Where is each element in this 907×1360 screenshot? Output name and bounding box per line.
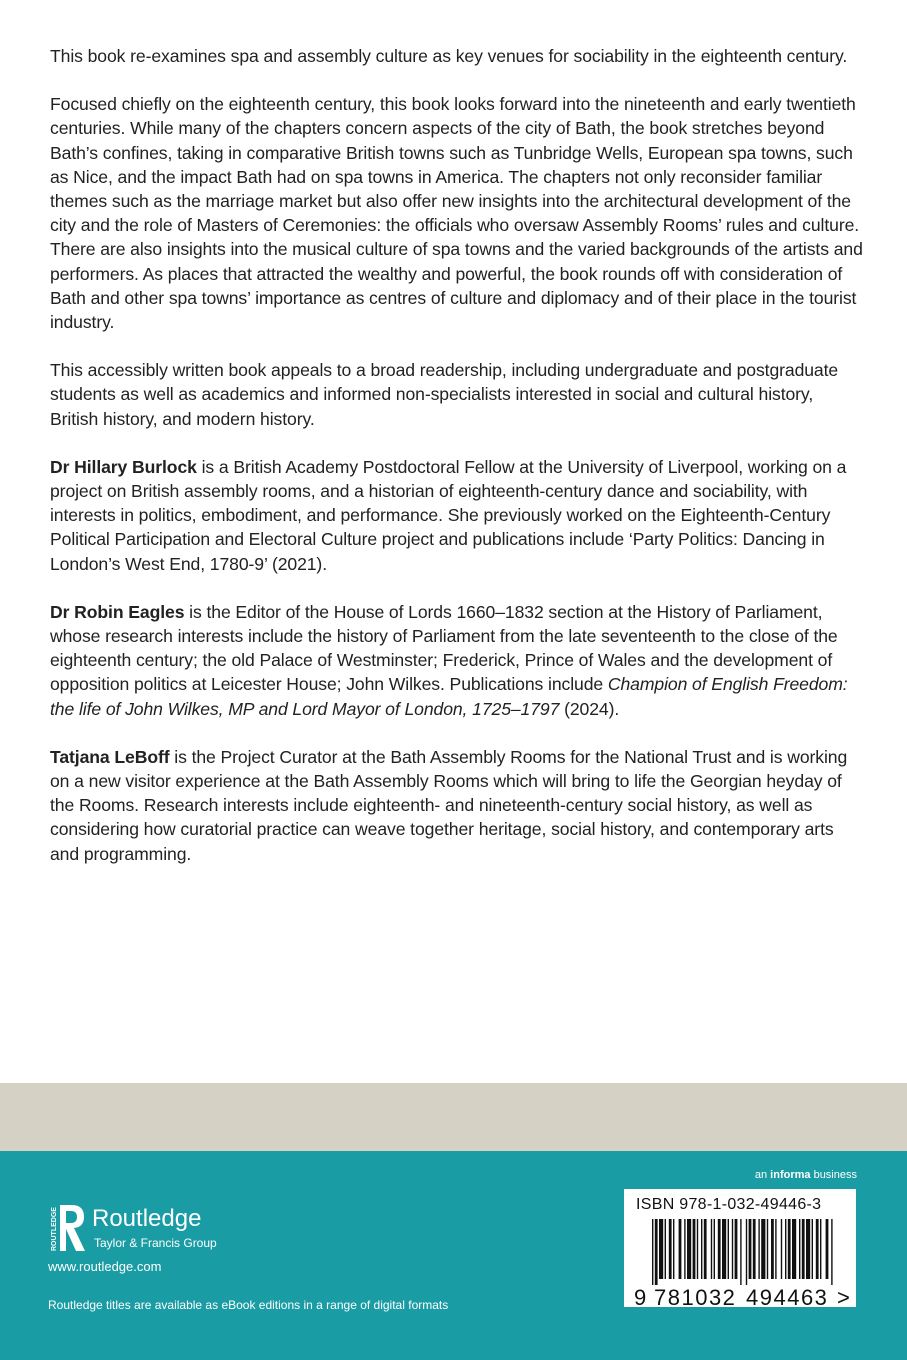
barcode-bar (740, 1219, 741, 1285)
barcode-bar (781, 1219, 782, 1279)
barcode-bar (679, 1219, 682, 1279)
website-link[interactable]: www.routledge.com (48, 1259, 162, 1274)
barcode-bar (761, 1219, 765, 1279)
blurb-paragraph-3: This accessibly written book appeals to a broad readership, including undergraduate and postgraduate students as well as academics and informed non-specialists interested in social and cultural history, British history, and modern history. (50, 360, 839, 429)
author-bio-3 (50, 745, 865, 866)
barcode-bar (659, 1219, 663, 1279)
barcode-bar (767, 1219, 768, 1279)
isbn-barcode (624, 1189, 856, 1307)
barcode-bar (799, 1219, 800, 1279)
barcode-bar (687, 1219, 691, 1279)
routledge-logo-icon (48, 1203, 88, 1253)
blurb-paragraph-2: Focused chiefly on the eighteenth century, this book looks forward into the nineteenth and early twentieth centuries. While many of the chapters concern aspects of the city of Bath, the book stretches beyond Bath’s confines, taking in comparative British towns such as Tunbridge Wells, European spa towns, such as Nice, and the impact Bath had on spa towns in America. The chapters not only reconsider familiar themes such as the marriage market but also offer new insights into the architectural development of the city and the role of Masters of Ceremonies: the officials who oversaw Assembly Rooms’ rules and culture. There are also insights into the musical culture of spa towns and the varied backgrounds of the artists and performers. As places that attracted the wealthy and powerful, the book rounds off with consideration of Bath and other spa towns’ importance as centres of culture and diplomacy and of their place in the tourist industry. (50, 94, 863, 333)
barcode-bar (826, 1219, 829, 1279)
beige-band (0, 1083, 907, 1151)
book-title: Champion of English Freedom: the life of John Wilkes, MP and Lord Mayor of London, 1725–1797 (50, 674, 848, 719)
barcode-bar (704, 1219, 707, 1279)
barcode-left-digits: 781032 (654, 1285, 737, 1307)
back-cover-text (50, 44, 865, 890)
author-bio-text: is the Editor of the House of Lords 1660–1832 section at the History of Parliament, whose research interests include the history of Parliament from the late seventeenth to the close of the eighteenth century; the old Palace of Westminster; Frederick, Prince of Wales and the development of opposition politics at Leicester House; John Wilkes. Publications include (50, 601, 838, 695)
barcode-bar (684, 1219, 685, 1279)
barcode-marker: > (837, 1285, 850, 1307)
barcode-bar (701, 1219, 702, 1279)
barcode-bar (718, 1219, 721, 1279)
barcode-bar (746, 1219, 747, 1285)
author-bio-text: is the Project Curator at the Bath Assembly Rooms for the National Trust and is working on a new visitor experience at the Bath Assembly Rooms which will bring to life the Georgian heyday of the Rooms. Research interests include eighteenth- and nineteenth-century social history, as well as considering how curatorial practice can weave together heritage, social history, and contemporary arts and programming. (50, 746, 848, 864)
barcode-bar (831, 1219, 832, 1285)
publisher-footer (0, 1151, 907, 1360)
barcode-bar (697, 1219, 698, 1279)
barcode-bar (792, 1219, 796, 1279)
author-name: Dr Robin Eagles (50, 601, 185, 622)
barcode-bar (802, 1219, 805, 1279)
blurb-paragraph-1: This book re-examines spa and assembly culture as key venues for sociability in the eighteenth century. (50, 46, 848, 66)
logo-vertical-text: ROUTLEDGE (51, 1207, 58, 1251)
barcode-bar (655, 1219, 658, 1285)
barcode-bar (816, 1219, 819, 1279)
barcode-bar (753, 1219, 756, 1279)
barcode-bar (665, 1219, 666, 1279)
barcode-bar (728, 1219, 729, 1279)
author-bio-text: is a British Academy Postdoctoral Fellow at the University of Liverpool, working on a project on British assembly rooms, and a historian of eighteenth-century dance and sociability, with interests in politics, embodiment, and performance. She previously worked on the Eighteenth-Century Political Participation and Electoral Culture project and publications include ‘Party Politics: Dancing in London’s West End, 1780-9’ (2021). (50, 456, 847, 574)
barcode-bar (806, 1219, 810, 1279)
barcode-bar (669, 1219, 672, 1279)
barcode-bar (673, 1219, 674, 1279)
author-name: Dr Hillary Burlock (50, 456, 197, 477)
ebook-note: Routledge titles are available as eBook editions in a range of digital formats (48, 1298, 449, 1312)
barcode-graphic (624, 1217, 856, 1307)
author-name: Tatjana LeBoff (50, 746, 170, 767)
barcode-bar (749, 1219, 752, 1279)
publisher-group: Taylor & Francis Group (94, 1236, 217, 1250)
barcode-bar (722, 1219, 726, 1279)
informa-tagline: an informa business (754, 1169, 857, 1181)
barcode-bar (758, 1219, 759, 1279)
barcode-bar (812, 1219, 813, 1279)
barcode-bar (693, 1219, 696, 1279)
barcode-right-digits: 494463 (746, 1285, 829, 1307)
barcode-bar (788, 1219, 791, 1279)
author-bio-end: (2024). (559, 698, 620, 719)
barcode-bar (771, 1219, 774, 1279)
barcode-bar (732, 1219, 733, 1279)
barcode-bar (711, 1219, 712, 1279)
barcode-bar (785, 1219, 786, 1279)
barcode-bar (735, 1219, 738, 1279)
publisher-name: Routledge (92, 1205, 202, 1232)
barcode-bar (775, 1219, 776, 1279)
author-bio-1 (50, 455, 865, 576)
barcode-bar (652, 1219, 653, 1285)
barcode-bar (820, 1219, 821, 1279)
barcode-bar (714, 1219, 715, 1279)
isbn-label: ISBN 978-1-032-49446-3 (636, 1196, 822, 1213)
barcode-first-digit: 9 (634, 1285, 647, 1307)
author-bio-2 (50, 600, 865, 721)
